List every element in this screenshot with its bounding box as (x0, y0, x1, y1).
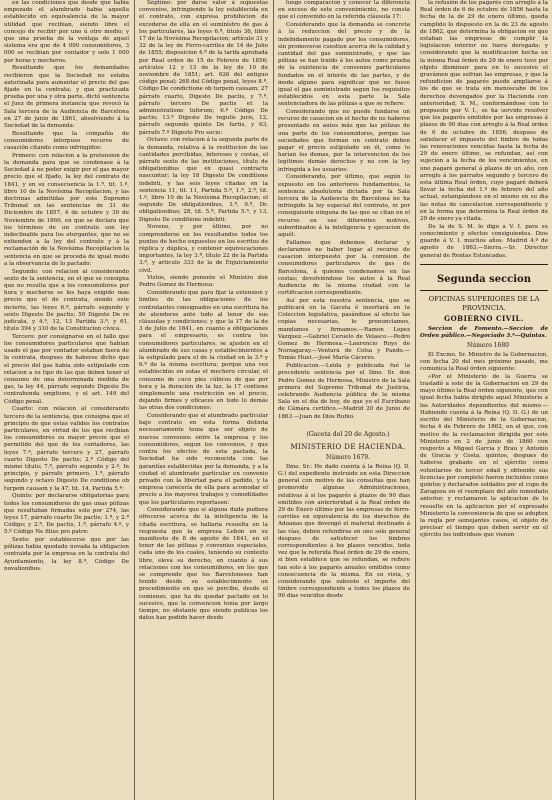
paragraph: luego comparacion y conocer la diferencia en exceso de este convenimiento, no consta que el convenido en la referida cláusula 17: (278, 0, 410, 21)
gobierno-heading: GOBIERNO CIVIL. (444, 314, 524, 324)
paragraph: Considerando que no puede fundarse un recurso de casacion en el hecho de no haberse presentado en autos más que las pólizas de una parte de los consumidores, porque las sociedades que forman un contrato deben pagar el precio estipulado en él, como lo harían los demas, por la intervencion de los legítimos demás derechos y no con la ley infringida a los usuarios: (278, 109, 410, 173)
paragraph: Considerando que para fijar la extension y limites de las obligaciones de los contratantes consignados en una escritura ha de atenderse ante todo al tenor de sus cláusulas y condiciones; y que la 17 de la de 3 de Julio de 1841, en cuanto a obligaciones para el empresario, es contra los consumidores particulares, se ajusten en el alumbrado de sus casas y establecimientos a la estipulado para el de la ciudad en la 3.ª y 6.ª de la misma escritura; porque una vez establecidos en estas el mechero circular, el consumo de cuco pies cúbicos de gas por hora y la duración de la luz, la 17 contiene simplemente una restricción en el precio, dejando firmes y eficaces en todo lo demás las otras dos condiciones: (139, 290, 268, 412)
paragraph: Considerando que el alumbrado particular bajo contrato en esta forma distinta necesariamente tenia que ser objeto de nuevos convenios entre la empresa y los consumidores, segun los convenios, y que contra los efectos de esta pactada, la Sociedad ha sido reconocida con las garantías establecidas por la demanda, y a la ciudad el alumbrado particular en convenio privado con la libertad para el pedido, y la empresa carecería de ella para acomodar el precio a los mayores trabajos y comodidades que los particulares reportasen: (139, 413, 268, 506)
offices-heading: OFICINAS SUPERIORES DE LA PROVINCIA. (428, 294, 540, 312)
paragraph: «Por el Ministerio de la Guerra se trasladó a este de la Gobernacion en 29 de mayo último la Real órden siguiente, que con igual fecha habia dirigido aquel Ministerio a las Autoridades dependientes del mismo.—Habiendo cuenta á la Reina (Q. D. G.) de un escrito del Ministerio de la Gobernacion, fecha 4 de Febrero de 1862, en el que, con motivo de la reclamacion dirigida por este Ministerio en 2 de junio de 1860 con respecto a Miguel Garcia y Brau y Antonio de Gracia y Costa, quintos, despues de haberse grabado en el ejército como voluntarios de tercer edad y obtenido sus licencias por completo fueron incluidos como quintos y declarados soldados por el cupo de Zaragoza en el reemplazo del año inmediato anterior, y reclamaron la aplicacion de lo resuelto en la aplicacion por el expresado Ministerio la conveniencia de que se adopten la regla por semejantes casos, el objeto de precisar el tiempo que deben servir en el ejército los individuos que vienen (420, 373, 548, 539)
paragraph: Quinto: por declararse obligatorias para todos los consumidores de gas unas pólizas que resultaban firmadas solo por 274, las leyes 17, párrafo cuarto De pactis; 1.ª, y 2.ª Código; y 2.ª, De pactis, 1.ª, párrafo 4.º, y 5.º Código Ne filius pro patre: (4, 493, 129, 536)
gaceta-date: (Gaceta del 20 de Agosto.) (306, 430, 390, 438)
paragraph: Séptimo: por darse valor á supuestas convenios, infringiendo la ley establecida en el contrato, con expresa prohibicion de excederse de ella en el suministro de gas á los particulares, las leyes 6.ª, título 36, libro 17 de la Novísima Recopilacion; artículo 31 y 32 de la ley de Ferro-carriles de 14 de Julio de 1855; disposicion 4.ª de la tarifa aprobada por Real orden de 15 de Febrero de 1856; artículos 12 y 13 de la ley de 10 de noviembre de 1851; art. 626 del antiguo código penal; 268 del Código penal, leyes 8.ª, Código De condictione ob turpem causam; 27 párrafo cuarto, Digesto De pactis, y 7.ª, párrafo tercero De pactis et la administratione tuforum; 6.º Código De pactis; 13.ª Digesto De regulis juris, 12, párrafo segundo quinto De furtis, y 63, párrafo 7.º Digesto Pro socio: (139, 0, 268, 136)
paragraph: Así por esta nuestra sentencia, que se publicará en la Gaceta é insertará en la Coleccion legislativa, pasándose al efecto las copias necesarias, lo pronunciamos, mandamos y firmamos.—Ramon Lopez Vazquez.—Gabriel Ceruelo de Velasco.—Pedro Gomez de Hermosa.—Laurencio Roys de Norzagaray.—Ventura de Colsa y Pando.—Tomás Huet.—José María Cáceres. (278, 297, 410, 362)
paragraph: Vistos, siendo ponente el Ministro don Pedro Gomez de Hermosa: (139, 275, 268, 289)
paragraph: Fallamos que debemos declarar y declaramos no haber lugar al recurso de casacion interpuesto por la comision de consumidores particulares de gas de Barcelona, á quienes condenamos en las costas; devolviéndose los autos á la Real Audiencia de la misma ciudad con la certificacion correspondiente. (278, 239, 410, 297)
paragraph: Considerando, por último, que según lo expuesto en los anteriores fundamentos, la sentencia absolutoria dictada por la Sala tercera de la Audiencia de Barcelona no ha infringido la ley especial del contrato, ni por consiguiente ninguna de las que se citan en el recurso en sus diferentes motivos, subordinados á la inteligencia y ejecucion de aquél: (278, 174, 410, 238)
paragraph: Considerando que la demanda se concreta á la reduccion del precio y de la indebidamente pagado por los consumidores, sin promoverse cuestion acerca de la calidad y cantidad del gas suministrado, y que las pólizas se han traido á los autos como prueba de la existencia de convenios particulares fundados en el interés de las partes, y de modo alguno para significar que no fuese igual el gas suministrado segun los requisitos establecidos en esta parte la Sala sentenciadora de las pólizas a que se refiere: (278, 22, 410, 108)
paragraph: Considerando que si alguna duda pudiera ofrecerse acerca de la inteligencia de la citada escritura, se hallaria resuelta en la respuesta que la empresa Lebon en su manifiesto de 8 de agosto de 1841, en el tenor de las pólizas y convenios especiales, cada uno de los cuales, teniendo su contexto libre, eleva su derecho, en cuanto á sus relaciones con los consumidores, en los que se comprende que los Barceloneses han tenido desde su establecimiento un procedimiento en que se percibe, desde el comienzo, que ha de quedar pactado en lo sucesivo, que la convencion tenia por largo tiempo, no obstante que siendo publicas los datos han podido hacer desde (139, 507, 268, 622)
column-divider (134, 0, 135, 800)
ministry-heading: MINISTERIO DE HACIENDA. (290, 442, 406, 451)
paragraph: De la de S. M. lo digo a V. I. para su conocimiento y efectos consiguientes. Dios guarde á V. I. muchos años. Madrid 4.º de agosto de 1863.—Sierra.—Sr. Director general de Rentas Estancadas. (420, 223, 548, 259)
column-2 (139, 0, 268, 800)
paragraph: El Excmo. Sr. Ministro de la Gobernacion, con fecha 20 del mes próximo pasado, me comunica la Real órden siguiente: (420, 351, 548, 373)
paragraph: Segundo: con relacion al considerando sexto de la sentencia, en el que se consigna que no resulta que a los consumidores por hora y mecheros se les haya exigido mas precio que el de contrata, siendo este incierto, las leyes 6.ª, párrafo segundo y sexto Digesto De pactis; 50 Digesto De re judicata, y 4.ª, 12, 13 Partida 3.ª, y 61, título 394 y 310 de la Constitucion cívica. (4, 268, 129, 333)
paragraph: Cuarto: con relacion al considerando tercero de la sentencia, que consigna que el principio de que estas valides los contratos particulares, en virtud de los que recibian los consumidores su mayor precio que el permitido del que de los contadores, las leyes 7.ª, párrafo tercero y 27, párrafo cuarto Digesto De pactis; 2.ª Código del mismo título; 7.ª, párrafo segundo y 2.º, In principio, y párrafo primero, 1.ª, párrafo segundo y octavo Digesto De conditione ob turpem causam y la 47, tit. 14, Partida 5.ª: (4, 406, 129, 492)
column-1 (4, 0, 129, 800)
column-4 (420, 0, 548, 800)
section-rule (420, 290, 548, 291)
paragraph: Resultando que la compañía de consumidores interpuso recurso de casación citando como infringidos: (4, 130, 129, 152)
item-number: Número 1680 (466, 341, 509, 349)
paragraph: Publicacion.—Leida y publicada fué la precedente sentencia por el Ilmo. Sr. don Pedro Gomez de Hermosa, Ministro de la Sala primera del Supremo Tribunal de Justicia, celebrando Audiencia pública de la misma Sala en el día de hoy, de que yo el Escribano de Cámara certifico.—Madrid 20 de Junio de 1863.—Juan de Dios Rubio. (278, 363, 410, 420)
section-line: Seccion de Fomento.—Seccion de Orden público.—Negociado 3.ª—Quintas. (420, 325, 548, 339)
paragraph: Sexto: por establecerse que por las pólizas habia quedado novada la obligacion contraida por la empresa en la contrata del Ayuntamiento, la ley 8.ª, Código De novationibus. (4, 537, 129, 572)
paragraph: en las condiciones que desde que habia empezado el alumbrado habia aquella establecido en equivalencia de la mayor utilidad que recibian, siendo libre el concejo de recibir por uno ú otro medio; y que una prueba de la ventaja de aquel sistema era que de 4 000 consumidores, 3 000 se recibian por contador y solo 1 000 por horas y mecheros. (4, 0, 129, 64)
paragraph: Resultando que los demandados recibieron que la Sociedad no estaba autorizada para aumentar el precio del gas fijado en la contrata; y que practicada prueba por una y otra parte, dictó sentencia el Juez de primera instancia que revocó la Sala tercera de la Audiencia de Barcelona en 27 de junio de 1861, absolviendo á la Sociedad de la demanda: (4, 65, 129, 129)
column-3 (278, 0, 410, 800)
item-number: Número 1679. (326, 453, 370, 461)
paragraph: Noveno, y por último, por no comprenderse en los resultandos todos los puntos de hecho expuestos en los escritos de réplica y dúplica, y contener equivocaciones importantes, la ley 3.ª, título 22 de la Partida 3.ª, y articulo 333 de la de Enjuiciamiento civil. (139, 224, 268, 274)
paragraph: Octavo: con relacion á la segunda parte de la demanda, relativa á la restitucion de las cantidades percibidas, intereses y costas, el párrafo sexto de las instituciones, título de obligationibus que ex quasi contractu nascuntur; la ley 18 Digesto De conditione indebiti, y las seis leyes citadas en la sentencia 11, tit. 11, Partida 5.ª, 1.ª, 2.ª, tit. 1.º, libro 10 de la Novísima Recopilacion; el segundo De obligationibus, 3.ª, 9.ª, Dr. obligationibus; 28, tit. 5.ª, Partida 5.ª, y 13, Digesto De conditione indebiti: (139, 137, 268, 223)
paragraph: Tercero: por consignarse en el fallo que los consumidores particulares que habian usado el gas por contador estaban fuera de la contrata, despues de haberse dicho que el precio del gas habia sido estipulado con relacion a su tipo de las que deben tener el consumo de una determinada medida de gas, la ley 44, párrafo segundo Digesto De contrahenda emptione, y el art. 149 del Código penal. (4, 333, 129, 405)
column-divider (415, 0, 416, 800)
paragraph: la refusión de los pagarés con arreglo á la Real órden de 6 de octubre de 1856 hasta la fecha de la de 29 de enero último, queda cumplido lo dispuesto en la de 23 de agosto de 1862, que determina la obligacion en que estaban las empresas de cumplir la legislacion interior no fuera derogada; y considerando que la modificacion hecha en la misma Real órden de 29 de enero tuvo por objeto disminuir para en lo sucesivo el gravámen que sufrian las empresas, y que la refundicion de pagarés puede ampliarse á los de que se trata sin menoscabo de los derechos devengados por la Hacienda con anterioridad, S. M., conformándose con lo propuesto por V. I., se ha servido resolver que los pagarés emitidos por las empresas á plazos de 90 dias con arreglo á la Real órden de 6 de octubre de 1856, despues de satisfacer el impuesto del timbre de todas las renovaciones vencidas hasta la fecha de 29 de enero último, se refundan, así con sujecion a la fecha de los vencimientos, en uno pagaré general á plazos de un año, con arreglo á los párrafos segundo y tercero de esta última Real órden, cuyo pagaré deberá llevar la fecha del 1.º de febrero del año actual, estampándose en el mismo en su dia las notas de cancelacion correspondiente y en la forma que determina la Real órden de 29 de enero ya citada. (420, 0, 548, 223)
paragraph: Ilmo. Sr.: He dado cuenta á la Reina (Q. D. G.) del expediente instruido en esta Direccion general con motivo de las consultas que han promovido algunas Administraciones, relativas á si los pagarés á plazos de 90 dias emitidos con anterioridad á la Real órden de 29 de Enero último por las empresas de ferro-carriles en equivalencia de los derechos de Aduanas que devengó el material destinado á las vías, deben refundirse en uno solo general despues de satisfecer los timbres correspondientes á los plazos vencidos, toda vez que la referida Real órden de 29 de enero, si bien establece que se refundan, se refiere tan solo á los pagarés anuales emitidos como consecuencia de la misma. En su vista, y considerando que subsiste el importe del timbre correspondiente a todos los plazos de 90 dias vencidos desde (278, 463, 410, 600)
column-divider (273, 0, 274, 800)
paragraph: Primero: con relacion a la pretension de la demanda para que se condenase á la Sociedad á no poder exigir por el gas mayor precio que el fijado, la ley del contrato de 1841, y en su consecuencia la 1.ª, tit. 1.º, libro 10 de la Novísima Recopilacion, y las doctrinas admitidas por este Supremo Tribunal en las sentencias de 31 de Diciembre de 1857, 4 de octubre y 30 de Noviembre de 1860, en que se declara que los términos de un contrato son ley indeclinable para los otorgantes, que no se extienden a la ley del contrato y á la reclamación de la Novísima Recopilacion la sentencia en que se proceda de igual modo a la observancia de lo pactado: (4, 152, 129, 267)
section-rule (420, 264, 548, 265)
section-title: Segunda seccion (437, 273, 531, 285)
